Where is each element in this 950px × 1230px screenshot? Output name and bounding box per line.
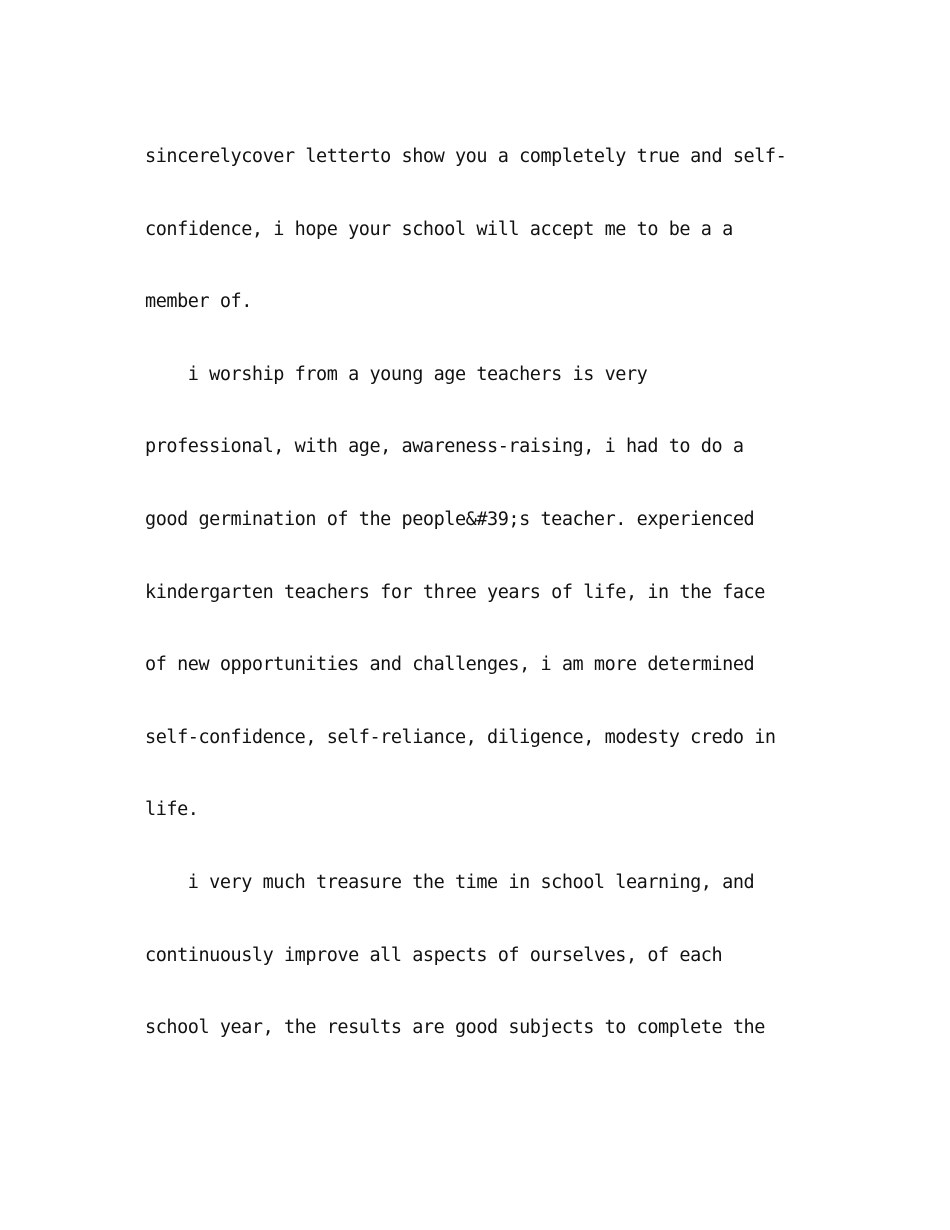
body-text — [145, 139, 815, 1083]
text-line: confidence, i hope your school will accept me to be a a — [145, 218, 733, 240]
text-line: good germination of the people&#39;s teacher. experienced — [145, 508, 755, 530]
text-line: sincerelycover letterto show you a completely true and self- — [145, 146, 787, 167]
text-line: life. — [145, 799, 199, 821]
text-line: i very much treasure the time in school learning, and — [145, 871, 755, 893]
text-line: school year, the results are good subjects to complete the — [145, 1017, 765, 1039]
text-line: i worship from a young age teachers is very — [145, 363, 648, 385]
text-line: kindergarten teachers for three years of life, in the face — [145, 581, 765, 603]
text-line: of new opportunities and challenges, i am more determined — [145, 654, 755, 676]
text-line: professional, with age, awareness-raising, i had to do a — [145, 436, 744, 458]
text-line: continuously improve all aspects of ourselves, of each — [145, 944, 723, 966]
text-line: member of. — [145, 291, 252, 313]
text-line: self-confidence, self-reliance, diligence, modesty credo in — [145, 726, 776, 748]
